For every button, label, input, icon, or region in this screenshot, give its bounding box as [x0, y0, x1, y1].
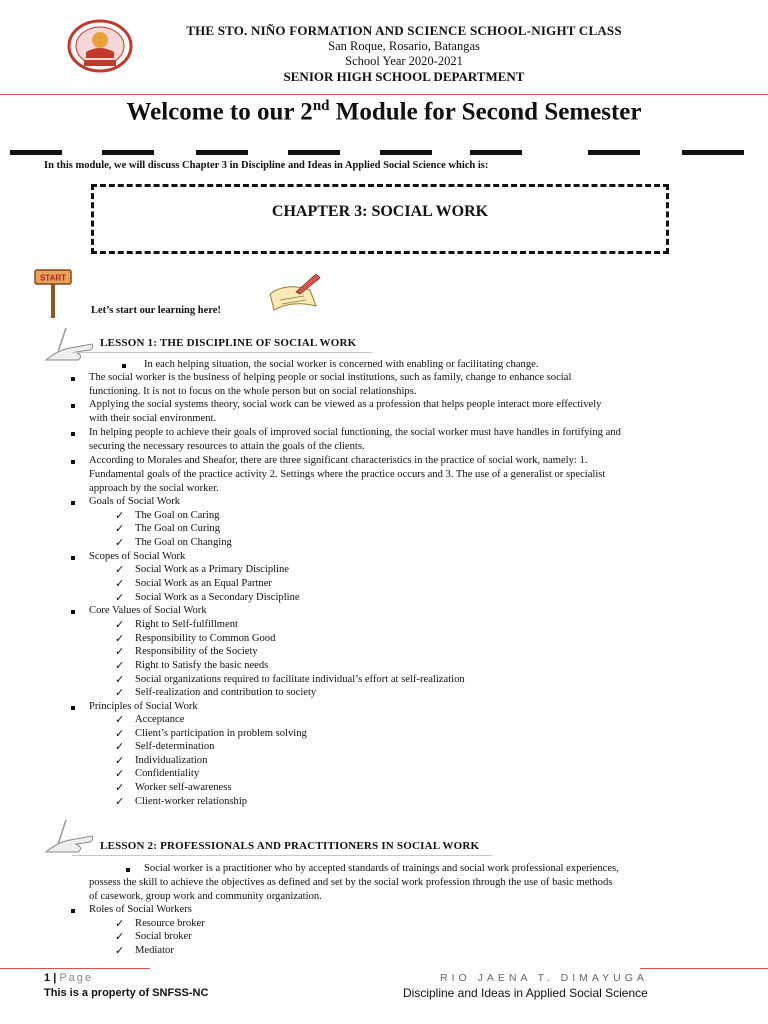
sub-list-item: Self-realization and contribution to society — [135, 687, 317, 698]
check-icon: ✓ — [115, 563, 125, 576]
check-icon: ✓ — [115, 686, 125, 699]
sub-list-item: Client’s participation in problem solving — [135, 728, 307, 739]
bullet — [126, 868, 130, 872]
footer-divider-right — [640, 968, 768, 969]
dash — [380, 150, 432, 155]
page-number-value: 1 — [44, 972, 51, 984]
start-sign-icon — [34, 268, 72, 318]
check-icon: ✓ — [115, 930, 125, 943]
list-item-continued: securing the necessary resources to attain the goals of the clients. — [89, 441, 365, 452]
check-icon: ✓ — [115, 591, 125, 604]
list-item: Principles of Social Work — [89, 701, 198, 712]
start-sign-label: START — [39, 273, 67, 283]
list-item: Core Values of Social Work — [89, 605, 207, 616]
list-item-continued: with their social environment. — [89, 413, 217, 424]
check-icon: ✓ — [115, 795, 125, 808]
sub-list-item: Resource broker — [135, 918, 205, 929]
department: SENIOR HIGH SCHOOL DEPARTMENT — [283, 69, 525, 84]
bullet — [71, 706, 75, 710]
sub-list-item: Individualization — [135, 755, 208, 766]
intro-text: In this module, we will discuss Chapter 3 in Discipline and Ideas in Applied Social Science which is: — [44, 160, 489, 171]
check-icon: ✓ — [115, 645, 125, 658]
sub-list-item: Social broker — [135, 931, 192, 942]
check-icon: ✓ — [115, 673, 125, 686]
list-item: In each helping situation, the social worker is concerned with enabling or facilitating change. — [144, 359, 539, 370]
sub-list-item: Responsibility to Common Good — [135, 633, 276, 644]
lesson-1-title: LESSON 1: THE DISCIPLINE OF SOCIAL WORK — [100, 337, 357, 349]
property-note: This is a property of SNFSS-NC — [44, 987, 209, 999]
page-separator: | — [53, 972, 57, 984]
sub-list-item: Mediator — [135, 945, 174, 956]
title-text: Welcome to our 2 — [126, 98, 313, 126]
lesson-2-divider — [72, 855, 492, 856]
sub-list-item: The Goal on Curing — [135, 523, 221, 534]
sub-list-item: Right to Satisfy the basic needs — [135, 660, 269, 671]
footer-divider-left — [0, 968, 150, 969]
list-item-continued: possess the skill to achieve the objectives as defined and set by the social work profession through the use of basic methods — [89, 877, 613, 888]
lesson-1-divider — [72, 352, 372, 353]
dash — [102, 150, 154, 155]
dash — [588, 150, 640, 155]
check-icon: ✓ — [115, 781, 125, 794]
bullet — [71, 404, 75, 408]
header-divider — [0, 94, 768, 95]
dash — [682, 150, 744, 155]
sub-list-item: Social organizations required to facilitate individual’s effort at self-realization — [135, 674, 465, 685]
check-icon: ✓ — [115, 577, 125, 590]
list-item-continued: Fundamental goals of the practice activity 2. Settings where the practice occurs and 3. The use of a generalist or specialist — [89, 469, 606, 480]
check-icon: ✓ — [115, 522, 125, 535]
lets-start-text: Let’s start our learning here! — [91, 305, 221, 316]
school-address: San Roque, Rosario, Batangas — [328, 39, 480, 53]
bullet — [71, 556, 75, 560]
sub-list-item: Acceptance — [135, 714, 185, 725]
list-item: Social worker is a practitioner who by accepted standards of trainings and social work professional experiences, — [144, 863, 619, 874]
sub-list-item: Social Work as a Secondary Discipline — [135, 592, 300, 603]
bullet — [71, 909, 75, 913]
check-icon: ✓ — [115, 713, 125, 726]
sub-list-item: Responsibility of the Society — [135, 646, 258, 657]
chapter-title: CHAPTER 3: SOCIAL WORK — [271, 203, 489, 220]
check-icon: ✓ — [115, 509, 125, 522]
list-item: Applying the social systems theory, social work can be viewed as a profession that helps people interact more effectively — [89, 399, 602, 410]
list-item: The social worker is the business of helping people or social institutions, such as family, change to enhance social — [89, 372, 572, 383]
sub-list-item: Right to Self-fulfillment — [135, 619, 238, 630]
title-rest: Module for Second Semester — [329, 98, 642, 126]
sub-list-item: Client-worker relationship — [135, 796, 248, 807]
author-name: RIO JAENA T. DIMAYUGA — [440, 972, 648, 984]
list-item-continued: approach by the social worker. — [89, 483, 219, 494]
check-icon: ✓ — [115, 632, 125, 645]
dash — [10, 150, 62, 155]
list-item: Goals of Social Work — [89, 496, 181, 507]
check-icon: ✓ — [115, 917, 125, 930]
dash — [470, 150, 522, 155]
pointing-hand-icon — [44, 326, 96, 364]
school-name: THE STO. NIÑO FORMATION AND SCIENCE SCHOOL-NIGHT CLASS — [186, 23, 622, 38]
sub-list-item: Social Work as an Equal Partner — [135, 578, 272, 589]
pointing-hand-icon — [44, 818, 96, 856]
sub-list-item: Worker self-awareness — [135, 782, 232, 793]
list-item: Scopes of Social Work — [89, 551, 186, 562]
dash — [196, 150, 248, 155]
sub-list-item: Self-determination — [135, 741, 215, 752]
page-number — [44, 972, 93, 984]
list-item-continued: of casework, group work and community organization. — [89, 891, 322, 902]
check-icon: ✓ — [115, 536, 125, 549]
sub-list-item: The Goal on Caring — [135, 510, 220, 521]
sub-list-item: The Goal on Changing — [135, 537, 232, 548]
bullet — [71, 610, 75, 614]
check-icon: ✓ — [115, 944, 125, 957]
sub-list-item: Social Work as a Primary Discipline — [135, 564, 290, 575]
list-item-continued: functioning. It is not to focus on the whole person but on social relationships. — [89, 386, 417, 397]
page-title — [0, 98, 768, 126]
check-icon: ✓ — [115, 740, 125, 753]
bullet — [71, 501, 75, 505]
school-year: School Year 2020-2021 — [345, 54, 463, 68]
check-icon: ✓ — [115, 659, 125, 672]
dash — [288, 150, 340, 155]
check-icon: ✓ — [115, 767, 125, 780]
sub-list-item: Confidentiality — [135, 768, 200, 779]
check-icon: ✓ — [115, 618, 125, 631]
bullet — [122, 364, 126, 368]
bullet — [71, 460, 75, 464]
subject-name: Discipline and Ideas in Applied Social Science — [403, 986, 648, 1000]
list-item: Roles of Social Workers — [89, 904, 192, 915]
bullet — [71, 377, 75, 381]
title-sup: nd — [312, 98, 330, 114]
bullet — [71, 432, 75, 436]
lesson-2-title: LESSON 2: PROFESSIONALS AND PRACTITIONERS IN SOCIAL WORK — [100, 840, 480, 852]
check-icon: ✓ — [115, 754, 125, 767]
page-word: Page — [59, 972, 94, 984]
check-icon: ✓ — [115, 727, 125, 740]
list-item: According to Morales and Sheafor, there are three significant characteristics in the practice of social work, namely: 1. — [89, 455, 588, 466]
paper-quill-icon — [266, 272, 322, 312]
list-item: In helping people to achieve their goals of improved social functioning, the social worker must have handles in fortifying and — [89, 427, 621, 438]
